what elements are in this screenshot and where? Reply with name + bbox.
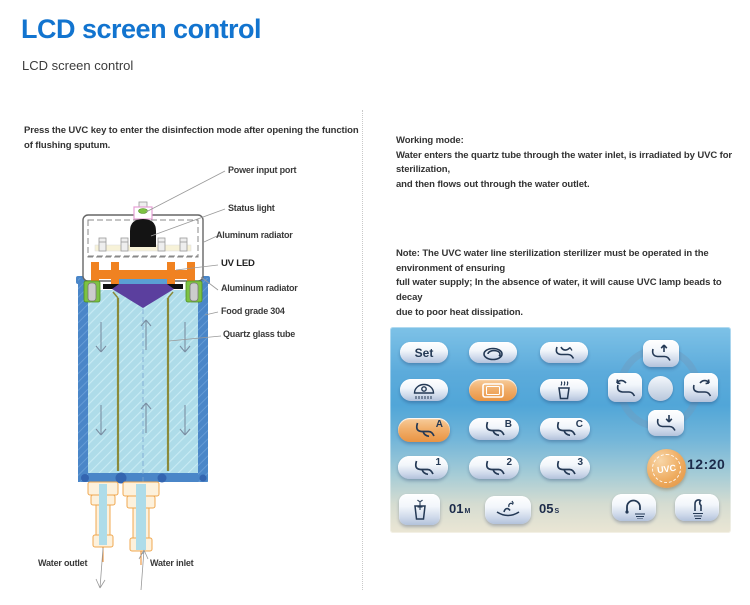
faucet-button[interactable] bbox=[612, 494, 656, 521]
flush-time-unit: S bbox=[554, 508, 560, 515]
uvc-button-label: UVC bbox=[656, 462, 677, 475]
chair-b-label: B bbox=[504, 419, 512, 430]
chair-c-label: C bbox=[575, 419, 583, 430]
note-line: full water supply; In the absence of water, it will cause UVC lamp beads to decay bbox=[396, 277, 722, 304]
set-button-label: Set bbox=[414, 345, 434, 360]
chair-3-label: 3 bbox=[577, 457, 583, 468]
clock-display: 12:20 bbox=[687, 456, 726, 472]
working-mode-text bbox=[396, 134, 736, 193]
label-water-outlet: Water outlet bbox=[38, 558, 88, 568]
note-line: Note: The UVC water line sterilization sterilizer must be operated in the environment of ensuring bbox=[396, 248, 709, 274]
spittoon-flush-button[interactable] bbox=[485, 496, 531, 524]
chair-recline-left-button[interactable] bbox=[608, 373, 642, 402]
instruction-text: Press the UVC key to enter the disinfection mode after opening the function of flushing sputum. bbox=[24, 125, 359, 151]
inlet-fitting bbox=[123, 482, 159, 565]
status-light-dome bbox=[130, 219, 156, 247]
lcd-panel bbox=[390, 327, 731, 533]
chair-up-icon bbox=[648, 343, 674, 364]
cup-rinse-button[interactable] bbox=[469, 342, 517, 363]
chair-icon bbox=[552, 458, 578, 478]
chair-memory-3-button[interactable] bbox=[540, 456, 590, 479]
cup-fill-icon bbox=[407, 498, 433, 522]
chair-flush-icon bbox=[551, 344, 577, 362]
chair-icon bbox=[481, 419, 507, 439]
screen-button[interactable] bbox=[469, 379, 517, 401]
water-spout-button[interactable] bbox=[675, 494, 719, 521]
chair-down-button[interactable] bbox=[648, 410, 684, 436]
chair-down-icon bbox=[653, 413, 679, 434]
chair-memory-1-button[interactable] bbox=[398, 456, 448, 479]
chair-memory-b-button[interactable] bbox=[469, 418, 519, 440]
chair-recline-right-icon bbox=[688, 377, 714, 399]
working-mode-line: Water enters the quartz tube through the water inlet, is irradiated by UVC for sterilization, bbox=[396, 149, 733, 176]
chair-1-label: 1 bbox=[435, 457, 441, 468]
water-spout-icon bbox=[684, 497, 710, 519]
chair-icon bbox=[481, 458, 507, 478]
chair-memory-2-button[interactable] bbox=[469, 456, 519, 479]
lamp-button[interactable] bbox=[400, 379, 448, 401]
set-button[interactable] bbox=[400, 342, 448, 363]
uvc-button[interactable] bbox=[647, 449, 686, 488]
working-mode-line: and then flows out through the water outlet. bbox=[396, 179, 590, 191]
cup-fill-button[interactable] bbox=[399, 494, 440, 525]
label-status-light: Status light bbox=[228, 203, 275, 213]
label-water-inlet: Water inlet bbox=[150, 558, 194, 568]
chair-memory-c-button[interactable] bbox=[540, 418, 590, 440]
chair-icon bbox=[410, 458, 436, 478]
label-quartz-glass-tube: Quartz glass tube bbox=[223, 329, 296, 339]
chair-flush-button[interactable] bbox=[540, 342, 588, 363]
spittoon-flush-icon bbox=[494, 499, 522, 521]
working-mode-line: Working mode: bbox=[396, 135, 464, 146]
label-aluminum-radiator-mid: Aluminum radiator bbox=[221, 283, 298, 293]
chair-a-label: A bbox=[435, 419, 443, 430]
page-title: LCD screen control bbox=[21, 14, 262, 44]
screen-icon bbox=[480, 381, 506, 400]
chair-2-label: 2 bbox=[506, 457, 512, 468]
lamp-icon bbox=[411, 381, 437, 400]
chair-icon bbox=[411, 420, 437, 440]
dpad-center-knob[interactable] bbox=[648, 376, 673, 401]
cup-time-number: 01 bbox=[449, 501, 464, 516]
chair-icon bbox=[552, 419, 578, 439]
label-uv-led: UV LED bbox=[221, 258, 255, 269]
faucet-icon bbox=[621, 497, 647, 519]
chair-up-button[interactable] bbox=[643, 340, 679, 367]
label-aluminum-radiator-top: Aluminum radiator bbox=[216, 230, 293, 240]
flush-time-number: 05 bbox=[539, 501, 554, 516]
chair-memory-a-button[interactable] bbox=[398, 418, 450, 442]
sterilizer-diagram bbox=[55, 150, 365, 600]
note-text bbox=[396, 247, 741, 321]
label-power-input-port: Power input port bbox=[228, 165, 297, 175]
page-subtitle: LCD screen control bbox=[22, 58, 134, 73]
cup-time-unit: M bbox=[464, 508, 471, 515]
cup-rinse-icon bbox=[480, 344, 506, 362]
cup-heater-icon bbox=[551, 380, 577, 400]
note-line: due to poor heat dissipation. bbox=[396, 306, 523, 318]
chair-recline-left-icon bbox=[612, 377, 638, 399]
label-food-grade: Food grade 304 bbox=[221, 306, 285, 316]
flush-timer-value bbox=[539, 501, 559, 516]
cup-heater-button[interactable] bbox=[540, 379, 588, 401]
cup-timer-value bbox=[449, 501, 470, 516]
chair-recline-right-button[interactable] bbox=[684, 373, 718, 402]
